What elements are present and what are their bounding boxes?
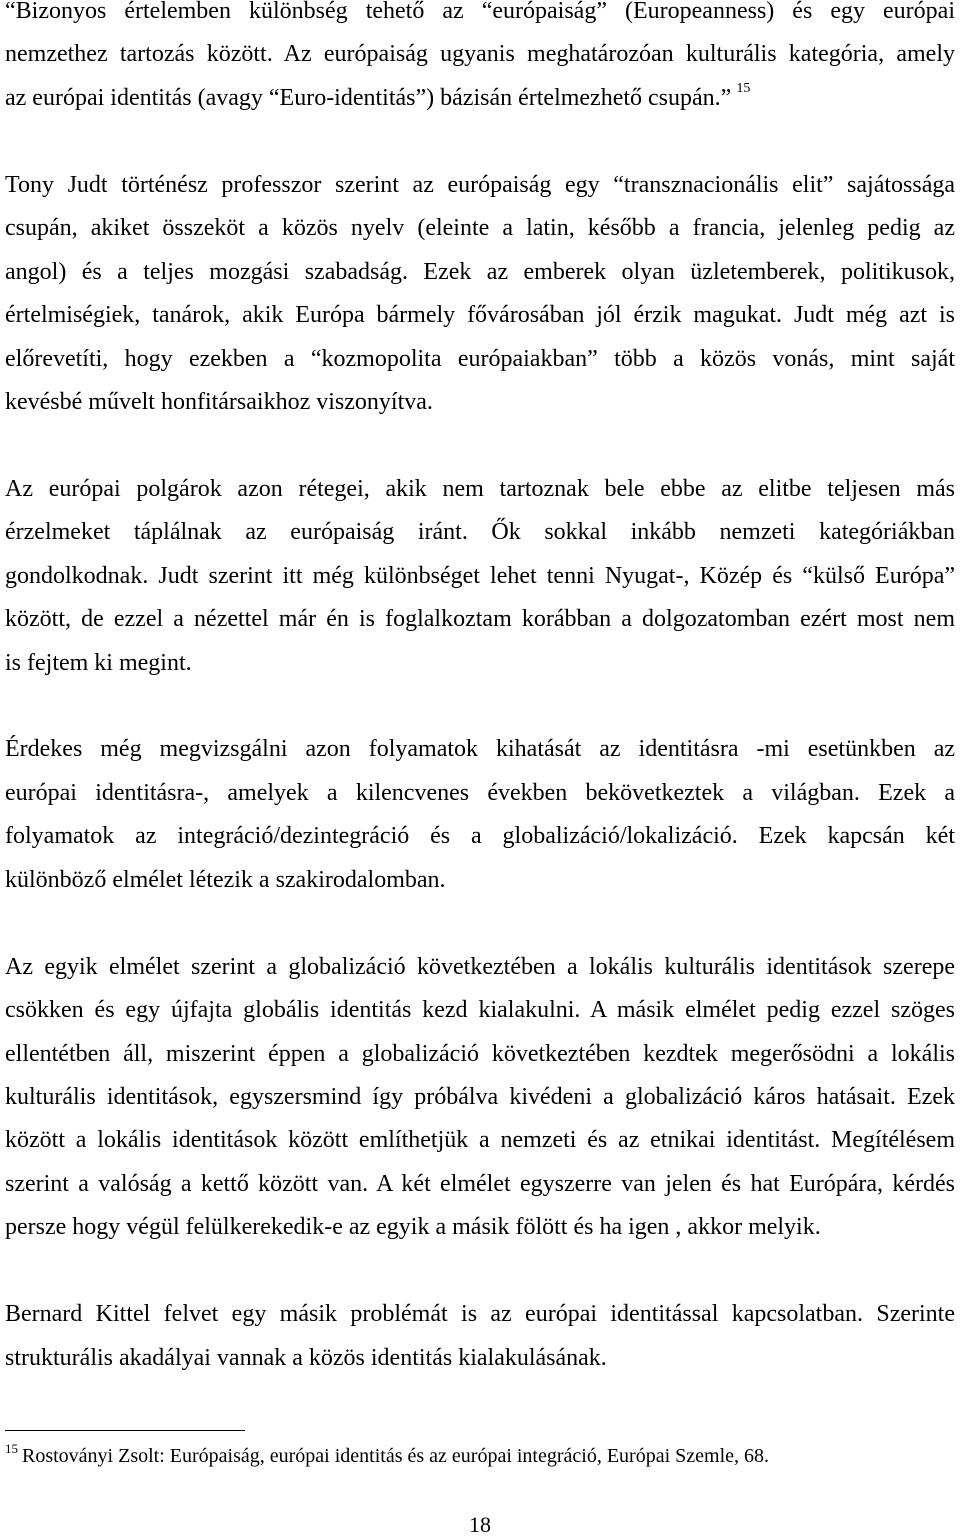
text-line xyxy=(5,772,955,815)
text-line xyxy=(5,989,955,1032)
text-line-content: szerint a valóság a kettő között van. A két elmélet egyszerre van jelen és hat Európára, kérdés xyxy=(5,1170,955,1197)
paragraph xyxy=(5,1293,955,1380)
paragraph xyxy=(5,728,955,902)
text-line-content: között a lokális identitások között említhetjük a nemzeti és az etnikai identitást. Megítélésem xyxy=(5,1127,955,1154)
footnote-marker: 15 xyxy=(5,1441,18,1456)
paragraph xyxy=(5,946,955,1250)
text-line-content: folyamatok az integráció/dezintegráció és a globalizáció/lokalizáció. Ezek kapcsán két xyxy=(5,823,955,850)
text-line xyxy=(5,642,955,685)
text-line-content: Az egyik elmélet szerint a globalizáció következtében a lokális kulturális identitások szerepe xyxy=(5,953,955,980)
text-line-content: az európai identitás (avagy “Euro-identitás”) bázisán értelmezhető csupán.” xyxy=(5,84,732,111)
text-line-content: csökken és egy újfajta globális identitás kezd kialakulni. A másik elmélet pedig ezzel szöges xyxy=(5,997,955,1024)
text-line xyxy=(5,0,955,33)
text-line xyxy=(5,859,955,902)
text-line-content: strukturális akadályai vannak a közös identitás kialakulásának. xyxy=(5,1344,607,1371)
text-line xyxy=(5,1163,955,1206)
text-line xyxy=(5,1337,955,1380)
text-line xyxy=(5,555,955,598)
text-line xyxy=(5,338,955,381)
text-line-content: gondolkodnak. Judt szerint itt még különbséget lehet tenni Nyugat-, Közép és “külső Európa” xyxy=(5,562,955,589)
footnote-separator xyxy=(5,1430,245,1431)
footnote xyxy=(5,1443,955,1469)
text-line xyxy=(5,33,955,76)
text-line-content: nemzethez tartozás között. Az európaiság ugyanis meghatározóan kulturális kategória, amely xyxy=(5,41,955,68)
text-line xyxy=(5,1033,955,1076)
text-line xyxy=(5,598,955,641)
text-line xyxy=(5,77,955,120)
text-line xyxy=(5,728,955,771)
text-line xyxy=(5,511,955,554)
text-line xyxy=(5,381,955,424)
text-line xyxy=(5,251,955,294)
text-line-content: ellentétben áll, miszerint éppen a globalizáció következtében kezdtek megerősödni a lokális xyxy=(5,1040,955,1067)
text-line xyxy=(5,946,955,989)
text-line-content: kulturális identitások, egyszersmind így próbálva kivédeni a globalizáció káros hatásait. Ezek xyxy=(5,1083,955,1110)
paragraph xyxy=(5,0,955,120)
text-line-content: Az európai polgárok azon rétegei, akik nem tartoznak bele ebbe az elitbe teljesen más xyxy=(5,475,955,502)
text-line-content: csupán, akiket összeköt a közös nyelv (eleinte a latin, később a francia, jelenleg pedig az xyxy=(5,215,955,242)
text-line xyxy=(5,1076,955,1119)
text-line xyxy=(5,1119,955,1162)
text-line-content: persze hogy végül felülkerekedik-e az egyik a másik fölött és ha igen , akkor melyik. xyxy=(5,1214,821,1241)
text-line-content: angol) és a teljes mozgási szabadság. Ezek az emberek olyan üzletemberek, politikusok, xyxy=(5,258,955,285)
text-line-content: érzelmeket táplálnak az európaiság iránt. Ők sokkal inkább nemzeti kategóriákban xyxy=(5,519,955,546)
page-number: 18 xyxy=(469,1512,491,1537)
text-line-content: értelmiségiek, tanárok, akik Európa bármely fővárosában jól érzik magukat. Judt még azt is xyxy=(5,302,955,329)
text-line xyxy=(5,294,955,337)
text-line-content: előrevetíti, hogy ezekben a “kozmopolita európaiakban” több a közös vonás, mint saját xyxy=(5,345,955,372)
paragraph xyxy=(5,164,955,425)
text-line-content: európai identitásra-, amelyek a kilencvenes években bekövetkeztek a világban. Ezek a xyxy=(5,779,955,806)
text-line-content: kevésbé művelt honfitársaikhoz viszonyítva. xyxy=(5,388,433,415)
paragraph xyxy=(5,468,955,685)
text-line-content: között, de ezzel a nézettel már én is foglalkoztam korábban a dolgozatomban ezért most nem xyxy=(5,606,955,633)
text-line xyxy=(5,1206,955,1249)
text-line-content: is fejtem ki megint. xyxy=(5,649,192,676)
text-line-content: Bernard Kittel felvet egy másik problémát is az európai identitással kapcsolatban. Szerinte xyxy=(5,1301,955,1328)
text-line-content: különböző elmélet létezik a szakirodalomban. xyxy=(5,866,446,893)
text-line-content: Tony Judt történész professzor szerint az európaiság egy “transznacionális elit” sajátossága xyxy=(5,171,955,198)
text-line-content: Érdekes még megvizsgálni azon folyamatok kihatását az identitásra -mi esetünkben az xyxy=(5,736,955,763)
footnote-reference: 15 xyxy=(736,80,751,96)
footnote-text: Rostoványi Zsolt: Európaiság, európai identitás és az európai integráció, Európai Szemle, 68. xyxy=(22,1445,770,1467)
body-text xyxy=(5,0,955,1423)
text-line-content: “Bizonyos értelemben különbség tehető az “európaiság” (Europeanness) és egy európai xyxy=(5,0,955,24)
text-line xyxy=(5,207,955,250)
text-line xyxy=(5,164,955,207)
text-line xyxy=(5,815,955,858)
text-line xyxy=(5,1293,955,1336)
text-line xyxy=(5,468,955,511)
